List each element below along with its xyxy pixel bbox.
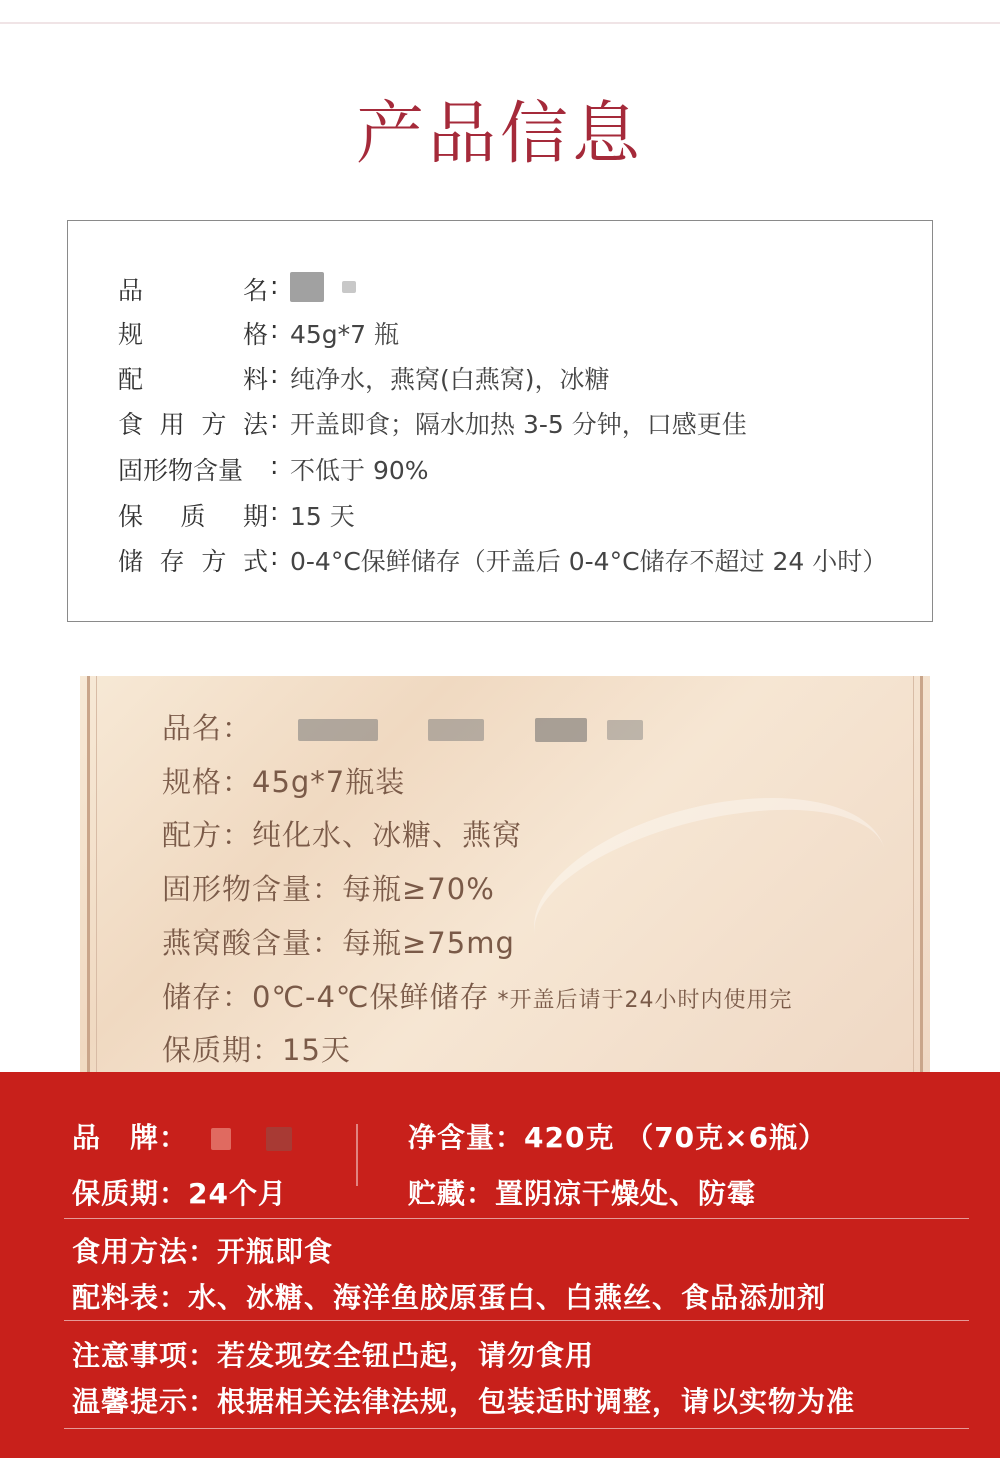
red-info-panel bbox=[0, 1072, 1000, 1458]
label-row-storage: 储存：0℃-4℃保鲜储存 *开盖后请于24小时内使用完 bbox=[162, 980, 793, 1014]
info-value: 0-4°C保鲜储存（开盖后 0-4°C储存不超过 24 小时） bbox=[290, 547, 888, 576]
redacted-block bbox=[290, 272, 324, 302]
info-value: 不低于 90% bbox=[290, 456, 429, 485]
info-label bbox=[118, 271, 268, 307]
label-row-spec: 规格：45g*7瓶装 bbox=[162, 765, 406, 799]
ingredients-list: 配料表：水、冰糖、海洋鱼胶原蛋白、白燕丝、食品添加剂 bbox=[72, 1281, 827, 1314]
storage-note: *开盖后请于24小时内使用完 bbox=[489, 988, 793, 1013]
brand-row: 品 牌： bbox=[72, 1116, 292, 1156]
storage-condition: 贮藏：置阴凉干燥处、防霉 bbox=[408, 1177, 757, 1210]
label-row-formula: 配方：纯化水、冰糖、燕窝 bbox=[162, 818, 523, 852]
top-divider bbox=[0, 22, 1000, 24]
info-value-redacted bbox=[290, 271, 356, 302]
label-row-shelf-life: 保质期：15天 bbox=[162, 1033, 351, 1067]
label-char: 名 bbox=[242, 276, 268, 305]
shelf-life: 保质期：24个月 bbox=[72, 1177, 287, 1210]
redacted-block bbox=[607, 720, 643, 740]
label-row-solids: 固形物含量：每瓶≥70% bbox=[162, 872, 495, 906]
row-divider bbox=[64, 1218, 969, 1219]
product-label-photo bbox=[80, 676, 930, 1076]
page-title: 产品信息 bbox=[355, 95, 644, 174]
row-divider bbox=[64, 1320, 969, 1321]
info-value: 45g*7 瓶 bbox=[290, 320, 400, 349]
redacted-block bbox=[211, 1128, 231, 1150]
product-info-table: 品 名 : 规 格 : 45g*7 瓶 配 料 : 纯净水，燕窝(白燕窝)，冰糖 食 用 方 法 : 开盖即食；隔水加热 3-5 分钟，口感更佳 固形物含量 : 不低于 90% 保 质 期 : 15 天 储 存 方 式 : 0-4°C保鲜储存（开盖后 0-4°C储存不超过 24 小时） bbox=[67, 220, 933, 622]
usage-method: 食用方法：开瓶即食 bbox=[72, 1235, 334, 1268]
row-divider bbox=[64, 1428, 969, 1429]
redacted-block bbox=[266, 1127, 292, 1151]
label-row-sialic-acid: 燕窝酸含量：每瓶≥75mg bbox=[162, 926, 515, 960]
redacted-block bbox=[535, 718, 587, 742]
column-divider bbox=[356, 1124, 358, 1186]
info-value: 开盖即食；隔水加热 3-5 分钟，口感更佳 bbox=[290, 410, 747, 439]
redacted-block bbox=[298, 719, 378, 741]
info-value: 15 天 bbox=[290, 502, 355, 531]
label-char: 品 bbox=[118, 276, 144, 305]
warm-tip: 温馨提示：根据相关法律法规，包装适时调整，请以实物为准 bbox=[72, 1385, 856, 1418]
redacted-block bbox=[342, 281, 356, 293]
net-content: 净含量：420克 （70克×6瓶） bbox=[408, 1121, 828, 1154]
label-row-name: 品名： bbox=[162, 706, 643, 747]
caution-note: 注意事项：若发现安全钮凸起，请勿食用 bbox=[72, 1339, 595, 1372]
redacted-block bbox=[428, 719, 484, 741]
info-value: 纯净水，燕窝(白燕窝)，冰糖 bbox=[290, 365, 610, 394]
